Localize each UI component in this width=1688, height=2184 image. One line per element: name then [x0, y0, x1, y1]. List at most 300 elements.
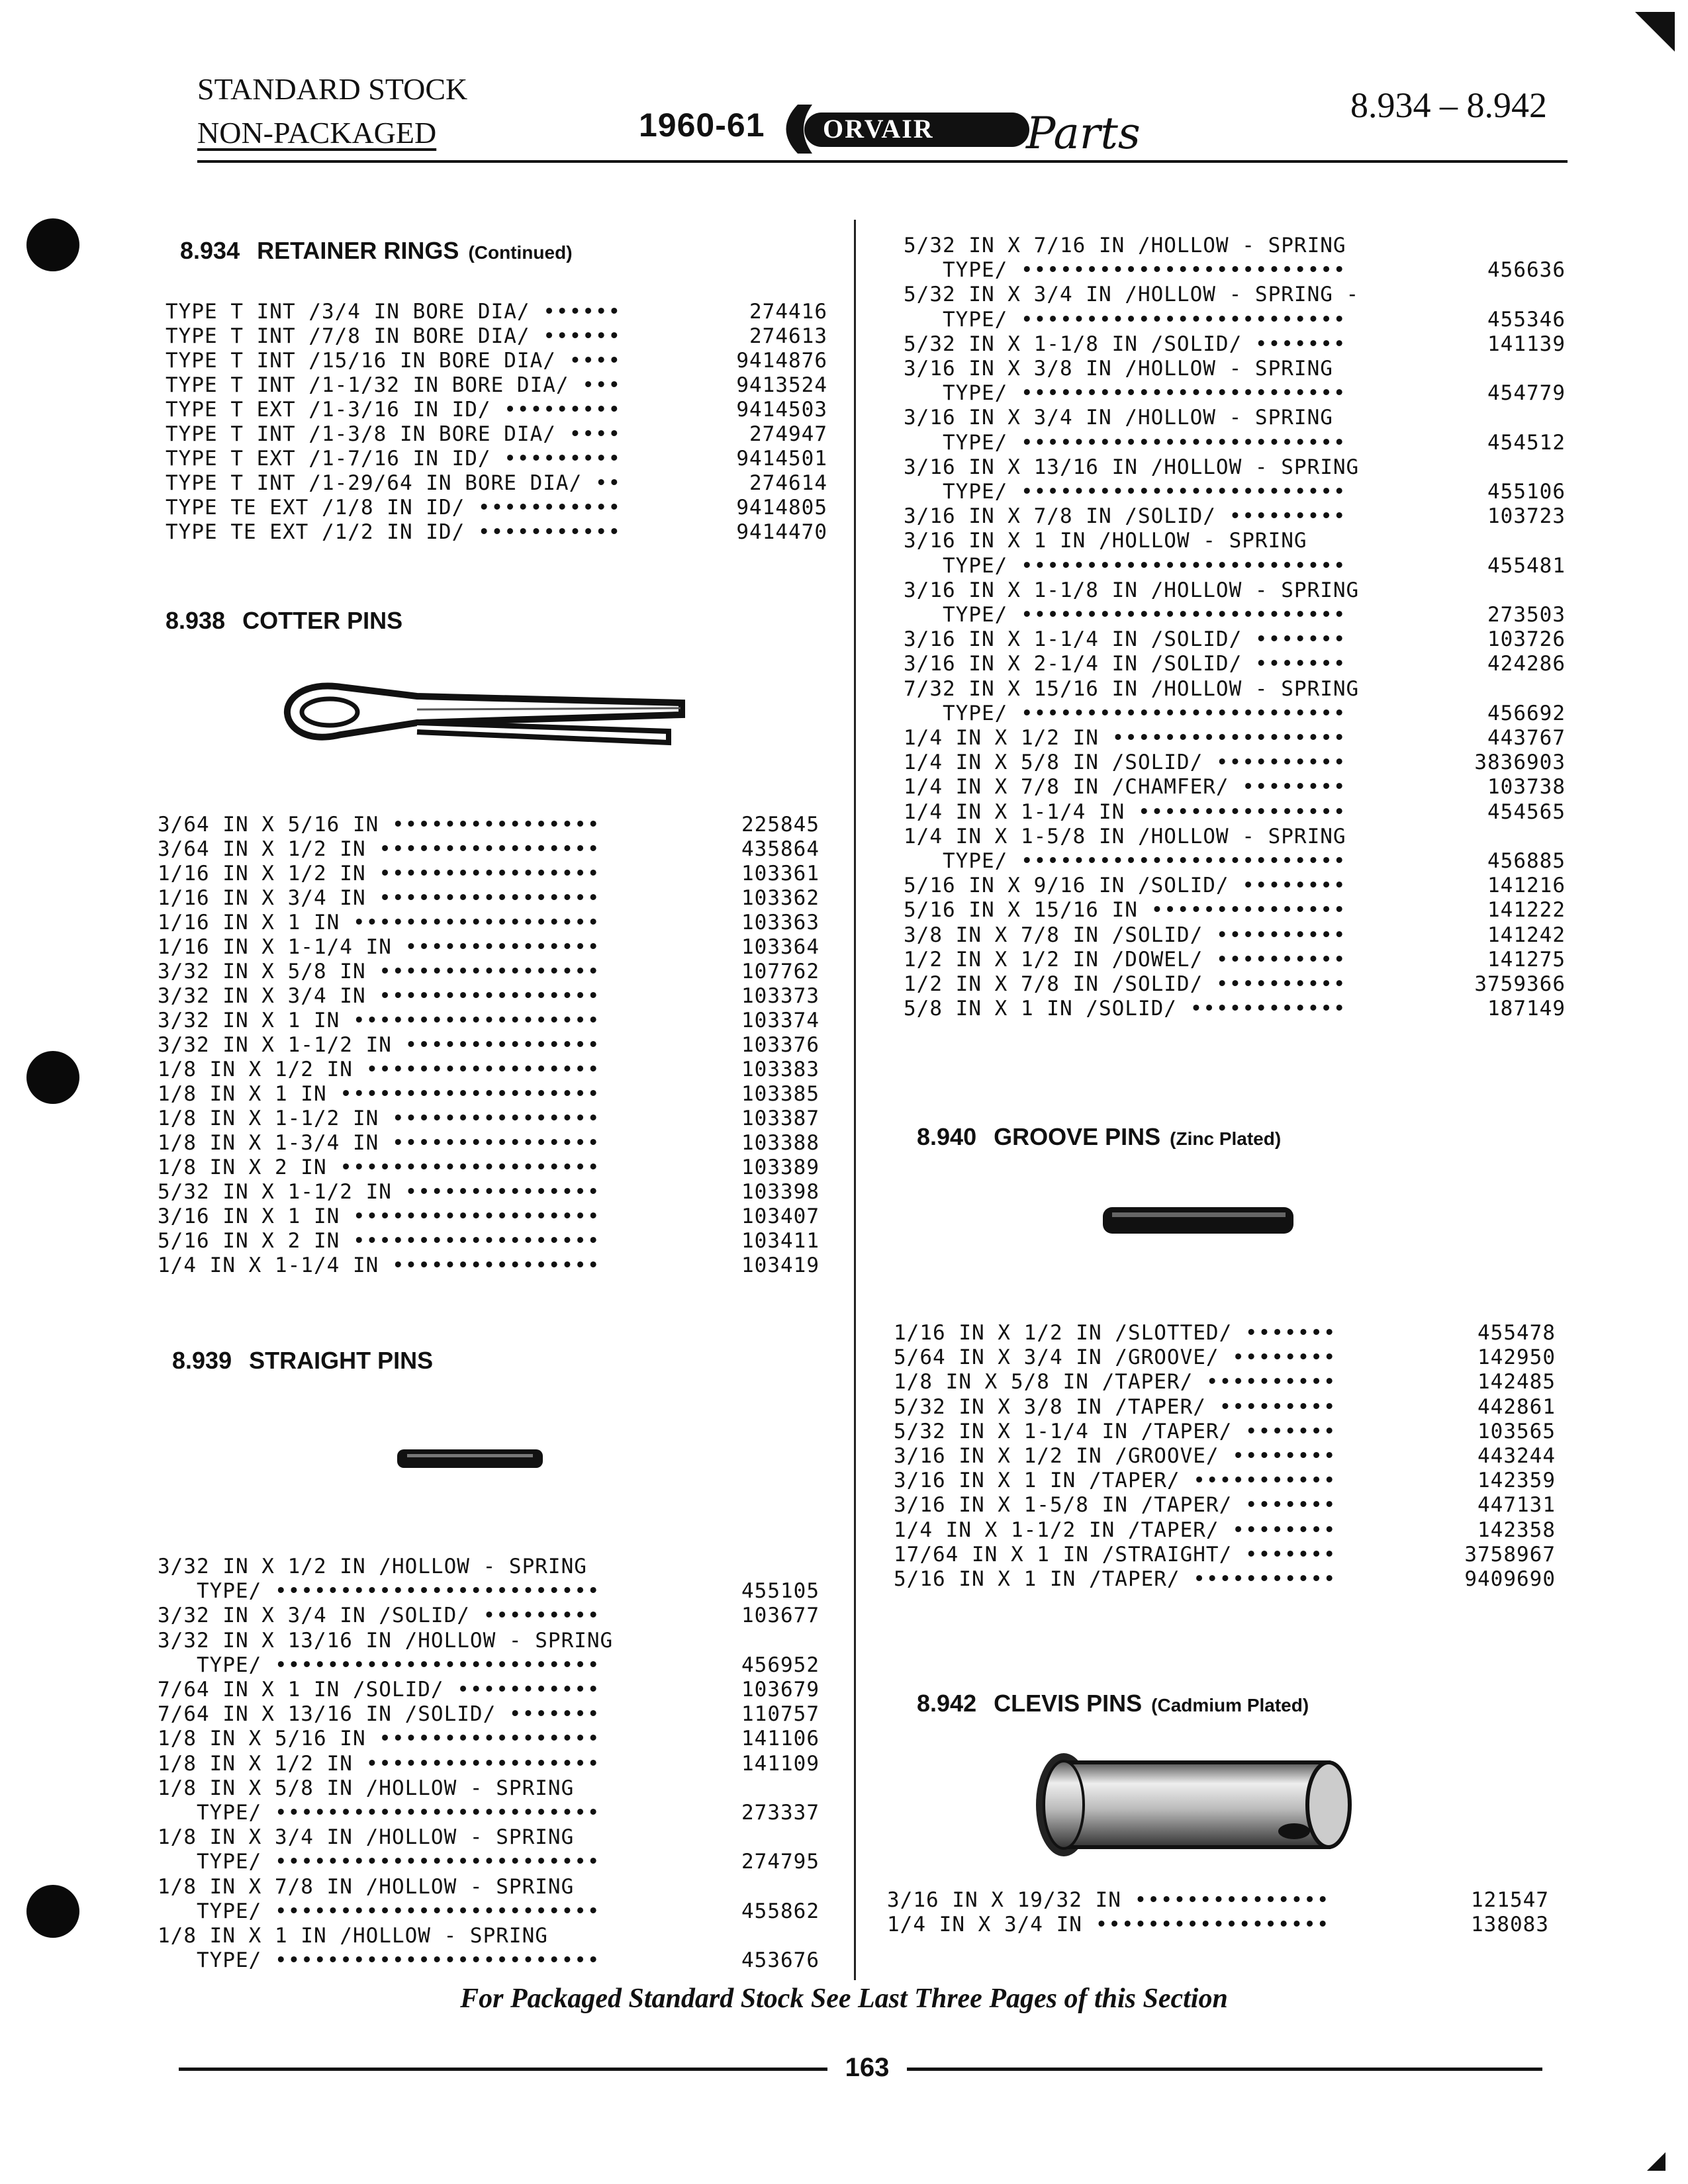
part-number: 142359 — [1477, 1469, 1556, 1493]
part-number: 9409690 — [1464, 1567, 1556, 1591]
list-item — [904, 602, 1566, 627]
part-number: 103388 — [741, 1131, 820, 1155]
item-description: TYPE/ ••••••••••••••••••••••••• — [904, 701, 1346, 725]
list-item — [158, 861, 820, 886]
list-item — [904, 307, 1566, 332]
part-number: 141106 — [741, 1727, 820, 1751]
list-item — [894, 1567, 1556, 1592]
item-description: 3/16 IN X 1 IN /HOLLOW - SPRING — [904, 529, 1307, 553]
part-number: 121547 — [1471, 1888, 1549, 1912]
header-rule — [197, 160, 1568, 163]
part-number: 435864 — [741, 837, 820, 861]
header-section-range: 8.934 – 8.942 — [1350, 85, 1547, 125]
item-description: 1/4 IN X 1/2 IN •••••••••••••••••• — [904, 726, 1346, 750]
part-number: 274947 — [749, 422, 827, 446]
list-item — [158, 1155, 820, 1180]
list-item — [158, 934, 820, 960]
part-number: 443244 — [1477, 1444, 1556, 1468]
list-item — [158, 1702, 820, 1727]
item-description: 5/32 IN X 1-1/2 IN ••••••••••••••• — [158, 1180, 600, 1204]
straight-pin-illustration — [394, 1443, 546, 1476]
item-description: 3/16 IN X 3/8 IN /HOLLOW - SPRING — [904, 357, 1333, 381]
straight-pins-list — [158, 1554, 820, 1972]
section-number: 8.938 — [165, 607, 226, 634]
list-item — [894, 1320, 1556, 1345]
item-description: 1/16 IN X 1/2 IN ••••••••••••••••• — [158, 862, 600, 886]
item-description: 1/8 IN X 1/2 IN •••••••••••••••••• — [158, 1751, 600, 1776]
list-item — [904, 750, 1566, 775]
item-description: 3/16 IN X 19/32 IN ••••••••••••••• — [887, 1888, 1330, 1912]
list-item — [158, 1899, 820, 1924]
item-description: TYPE/ ••••••••••••••••••••••••• — [904, 603, 1346, 627]
part-number: 274613 — [749, 324, 827, 348]
item-description: 3/32 IN X 1/2 IN /HOLLOW - SPRING — [158, 1555, 587, 1578]
part-number: 453676 — [741, 1948, 820, 1973]
part-number: 455105 — [741, 1579, 820, 1604]
list-item — [904, 799, 1566, 825]
item-description: TYPE/ ••••••••••••••••••••••••• — [158, 1579, 600, 1604]
part-number: 273503 — [1487, 603, 1566, 627]
item-description: TYPE T INT /1-3/8 IN BORE DIA/ •••• — [165, 422, 622, 446]
cotter-pins-list — [158, 812, 820, 1277]
item-description: TYPE/ ••••••••••••••••••••••••• — [904, 849, 1346, 873]
footer-rule-left — [179, 2068, 827, 2071]
part-number: 455106 — [1487, 480, 1566, 504]
part-number: 103385 — [741, 1082, 820, 1106]
item-description: TYPE T INT /15/16 IN BORE DIA/ •••• — [165, 349, 622, 373]
part-number: 456636 — [1487, 258, 1566, 283]
list-item — [904, 479, 1566, 504]
item-description: TYPE T INT /3/4 IN BORE DIA/ •••••• — [165, 300, 622, 324]
part-number: 442861 — [1477, 1394, 1556, 1419]
header-stock-label — [197, 68, 467, 155]
list-item — [904, 430, 1566, 455]
item-description: 3/16 IN X 13/16 IN /HOLLOW - SPRING — [904, 455, 1360, 479]
page-number: 163 — [845, 2053, 890, 2082]
section-title: STRAIGHT PINS — [249, 1347, 434, 1374]
list-item — [904, 405, 1566, 430]
item-description: TYPE T EXT /1-3/16 IN ID/ ••••••••• — [165, 398, 622, 422]
list-item — [894, 1542, 1556, 1567]
clevis-pin-illustration — [1029, 1744, 1360, 1866]
list-item — [904, 996, 1566, 1021]
list-item — [904, 651, 1566, 676]
list-item — [158, 983, 820, 1009]
list-item — [894, 1419, 1556, 1444]
header-line-non-packaged: NON-PACKAGED — [197, 116, 437, 150]
item-description: 1/2 IN X 1/2 IN /DOWEL/ •••••••••• — [904, 947, 1346, 972]
part-number: 454779 — [1487, 381, 1566, 406]
binder-hole-middle — [26, 1051, 79, 1104]
part-number: 274614 — [749, 471, 827, 495]
section-note: (Zinc Plated) — [1170, 1128, 1282, 1149]
list-item — [904, 504, 1566, 529]
list-item — [158, 1554, 820, 1579]
part-number: 225845 — [741, 813, 820, 837]
item-description: 3/16 IN X 1/2 IN /GROOVE/ •••••••• — [894, 1444, 1336, 1468]
part-number: 103387 — [741, 1107, 820, 1130]
list-item — [904, 356, 1566, 381]
item-description: 3/64 IN X 1/2 IN ••••••••••••••••• — [158, 837, 600, 861]
item-description: 1/8 IN X 1-3/4 IN •••••••••••••••• — [158, 1131, 600, 1155]
part-number: 103374 — [741, 1009, 820, 1032]
list-item — [158, 1726, 820, 1751]
list-item — [904, 923, 1566, 948]
item-description: 3/16 IN X 1-1/8 IN /HOLLOW - SPRING — [904, 578, 1360, 602]
item-description: TYPE/ ••••••••••••••••••••••••• — [904, 553, 1346, 578]
item-description: 1/2 IN X 7/8 IN /SOLID/ •••••••••• — [904, 972, 1346, 996]
part-number: 455346 — [1487, 307, 1566, 332]
item-description: 3/16 IN X 1 IN /TAPER/ ••••••••••• — [894, 1469, 1336, 1493]
list-item — [904, 578, 1566, 603]
item-description: 5/16 IN X 15/16 IN ••••••••••••••• — [904, 898, 1346, 923]
part-number: 274416 — [749, 300, 827, 324]
part-number: 9414470 — [736, 520, 827, 544]
list-item — [158, 1204, 820, 1229]
part-number: 142950 — [1477, 1345, 1556, 1370]
list-item — [158, 1057, 820, 1082]
item-description: 5/32 IN X 3/8 IN /TAPER/ ••••••••• — [894, 1394, 1336, 1419]
list-item — [904, 972, 1566, 997]
item-description: 1/4 IN X 1-1/4 IN •••••••••••••••• — [904, 799, 1346, 824]
item-description: 1/8 IN X 1 IN /HOLLOW - SPRING — [158, 1924, 548, 1948]
list-item — [904, 233, 1566, 258]
list-item — [158, 1825, 820, 1850]
item-description: TYPE/ ••••••••••••••••••••••••• — [904, 381, 1346, 406]
list-item — [165, 471, 827, 496]
list-item — [904, 627, 1566, 652]
item-description: 3/32 IN X 1 IN ••••••••••••••••••• — [158, 1009, 600, 1032]
item-description: 1/8 IN X 5/16 IN ••••••••••••••••• — [158, 1727, 600, 1751]
part-number: 141222 — [1487, 898, 1566, 923]
item-description: TYPE/ ••••••••••••••••••••••••• — [904, 307, 1346, 332]
part-number: 103383 — [741, 1058, 820, 1081]
item-description: 3/64 IN X 5/16 IN •••••••••••••••• — [158, 813, 600, 837]
part-number: 141275 — [1487, 947, 1566, 972]
part-number: 141216 — [1487, 874, 1566, 898]
list-item — [904, 774, 1566, 799]
list-item — [904, 725, 1566, 751]
part-number: 9413524 — [736, 373, 827, 397]
item-description: TYPE/ ••••••••••••••••••••••••• — [158, 1899, 600, 1923]
item-description: 1/8 IN X 1 IN •••••••••••••••••••• — [158, 1082, 600, 1106]
section-heading-straight-pins — [172, 1347, 433, 1375]
part-number: 110757 — [741, 1702, 820, 1727]
item-description: 1/16 IN X 1 IN ••••••••••••••••••• — [158, 911, 600, 934]
part-number: 455862 — [741, 1899, 820, 1923]
item-description: TYPE TE EXT /1/8 IN ID/ ••••••••••• — [165, 496, 622, 520]
item-description: 1/4 IN X 7/8 IN /CHAMFER/ •••••••• — [904, 775, 1346, 799]
item-description: 1/8 IN X 3/4 IN /HOLLOW - SPRING — [158, 1825, 575, 1850]
item-description: TYPE/ ••••••••••••••••••••••••• — [904, 480, 1346, 504]
item-description: 3/16 IN X 1-1/4 IN /SOLID/ ••••••• — [904, 627, 1346, 652]
item-description: 3/32 IN X 1-1/2 IN ••••••••••••••• — [158, 1033, 600, 1057]
item-description: 5/32 IN X 7/16 IN /HOLLOW - SPRING — [904, 234, 1346, 257]
item-description: 5/16 IN X 2 IN ••••••••••••••••••• — [158, 1229, 600, 1253]
list-item — [904, 897, 1566, 923]
list-item — [894, 1468, 1556, 1493]
list-item — [894, 1492, 1556, 1518]
item-description: 1/4 IN X 1-5/8 IN /HOLLOW - SPRING — [904, 824, 1346, 848]
item-description: 7/64 IN X 1 IN /SOLID/ ••••••••••• — [158, 1678, 600, 1702]
list-item — [904, 381, 1566, 406]
list-item — [165, 520, 827, 545]
list-item — [158, 1603, 820, 1628]
part-number: 9414503 — [736, 398, 827, 422]
retainer-rings-list — [165, 299, 827, 544]
list-item — [158, 1578, 820, 1604]
list-item — [887, 1888, 1549, 1913]
corner-mark-top-right — [1635, 12, 1675, 52]
item-description: 1/16 IN X 3/4 IN ••••••••••••••••• — [158, 886, 600, 910]
list-item — [887, 1912, 1549, 1937]
item-description: 7/64 IN X 13/16 IN /SOLID/ ••••••• — [158, 1702, 600, 1727]
list-item — [904, 282, 1566, 307]
list-item — [904, 332, 1566, 357]
part-number: 103679 — [741, 1678, 820, 1702]
binder-hole-bottom — [26, 1885, 79, 1938]
list-item — [158, 1106, 820, 1131]
part-number: 103738 — [1487, 775, 1566, 799]
list-item — [165, 324, 827, 349]
part-number: 141242 — [1487, 923, 1566, 947]
section-number: 8.940 — [917, 1123, 977, 1150]
part-number: 103361 — [741, 862, 820, 886]
section-number: 8.942 — [917, 1690, 977, 1717]
list-item — [165, 446, 827, 471]
part-number: 103373 — [741, 984, 820, 1008]
clevis-pins-list — [887, 1888, 1549, 1936]
item-description: TYPE T EXT /1-7/16 IN ID/ ••••••••• — [165, 447, 622, 471]
list-item — [904, 528, 1566, 553]
section-title: RETAINER RINGS — [257, 237, 459, 264]
list-item — [158, 812, 820, 837]
part-number: 142485 — [1477, 1370, 1556, 1394]
item-description: 3/32 IN X 3/4 IN ••••••••••••••••• — [158, 984, 600, 1008]
header-line-standard-stock: STANDARD STOCK — [197, 72, 468, 106]
part-number: 138083 — [1471, 1913, 1549, 1937]
list-item — [158, 1776, 820, 1801]
part-number: 274795 — [741, 1850, 820, 1874]
part-number: 9414805 — [736, 496, 827, 520]
part-number: 103363 — [741, 911, 820, 934]
part-number: 9414876 — [736, 349, 827, 373]
part-number: 273337 — [741, 1801, 820, 1825]
item-description: 1/4 IN X 1-1/2 IN /TAPER/ •••••••• — [894, 1518, 1336, 1542]
item-description: 5/16 IN X 1 IN /TAPER/ ••••••••••• — [894, 1567, 1336, 1591]
list-item — [158, 1948, 820, 1973]
item-description: 1/16 IN X 1-1/4 IN ••••••••••••••• — [158, 935, 600, 959]
straight-pins-list-continued — [904, 233, 1566, 1021]
item-description: TYPE T INT /1-29/64 IN BORE DIA/ •• — [165, 471, 622, 495]
item-description: 3/16 IN X 1-5/8 IN /TAPER/ ••••••• — [894, 1493, 1336, 1518]
part-number: 456692 — [1487, 701, 1566, 725]
list-item — [904, 553, 1566, 578]
list-item — [158, 1751, 820, 1776]
item-description: 3/32 IN X 5/8 IN ••••••••••••••••• — [158, 960, 600, 983]
list-item — [158, 1677, 820, 1702]
column-divider — [854, 220, 856, 1980]
header-year: 1960-61 — [639, 107, 765, 144]
part-number: 3836903 — [1474, 751, 1566, 775]
item-description: 5/32 IN X 3/4 IN /HOLLOW - SPRING - — [904, 283, 1360, 307]
item-description: 1/8 IN X 1/2 IN •••••••••••••••••• — [158, 1058, 600, 1081]
list-item — [158, 837, 820, 862]
item-description: TYPE/ ••••••••••••••••••••••••• — [158, 1850, 600, 1874]
part-number: 187149 — [1487, 997, 1566, 1021]
item-description: TYPE/ ••••••••••••••••••••••••• — [904, 258, 1346, 283]
list-item — [894, 1443, 1556, 1469]
part-number: 103419 — [741, 1253, 820, 1277]
item-description: 1/8 IN X 2 IN •••••••••••••••••••• — [158, 1156, 600, 1179]
section-title: COTTER PINS — [242, 607, 403, 634]
item-description: 3/8 IN X 7/8 IN /SOLID/ •••••••••• — [904, 923, 1346, 947]
corner-mark-bottom-right — [1647, 2152, 1665, 2171]
part-number: 456952 — [741, 1653, 820, 1677]
logo-orvair-text: ORVAIR — [823, 114, 934, 144]
part-number: 443767 — [1487, 726, 1566, 750]
list-item — [158, 886, 820, 911]
part-number: 455481 — [1487, 553, 1566, 578]
groove-pin-illustration — [1099, 1198, 1297, 1244]
list-item — [904, 455, 1566, 480]
item-description: 3/32 IN X 13/16 IN /HOLLOW - SPRING — [158, 1628, 614, 1653]
item-description: 5/32 IN X 1-1/4 IN /TAPER/ ••••••• — [894, 1419, 1336, 1443]
section-note: (Continued) — [468, 242, 573, 263]
list-item — [158, 1130, 820, 1156]
part-number: 103362 — [741, 886, 820, 910]
list-item — [158, 1849, 820, 1874]
part-number: 3759366 — [1474, 972, 1566, 996]
item-description: TYPE/ ••••••••••••••••••••••••• — [158, 1948, 600, 1973]
item-description: 5/8 IN X 1 IN /SOLID/ •••••••••••• — [904, 997, 1346, 1021]
item-description: TYPE/ ••••••••••••••••••••••••• — [904, 430, 1346, 455]
item-description: 5/64 IN X 3/4 IN /GROOVE/ •••••••• — [894, 1345, 1336, 1370]
list-item — [904, 873, 1566, 898]
part-number: 103407 — [741, 1205, 820, 1228]
section-title: GROOVE PINS — [994, 1123, 1161, 1150]
list-item — [894, 1345, 1556, 1370]
part-number: 103389 — [741, 1156, 820, 1179]
section-number: 8.934 — [180, 237, 240, 264]
section-number: 8.939 — [172, 1347, 232, 1374]
part-number: 454512 — [1487, 430, 1566, 455]
list-item — [165, 373, 827, 398]
footer-packaged-stock-note: For Packaged Standard Stock See Last Three Pages of this Section — [460, 1983, 1228, 2014]
list-item — [158, 959, 820, 984]
item-description: TYPE/ ••••••••••••••••••••••••• — [158, 1653, 600, 1677]
part-number: 103723 — [1487, 504, 1566, 529]
part-number: 141139 — [1487, 332, 1566, 356]
list-item — [158, 1081, 820, 1107]
cotter-pin-illustration — [278, 668, 688, 761]
item-description: 1/4 IN X 1-1/4 IN •••••••••••••••• — [158, 1253, 600, 1277]
item-description: 3/16 IN X 3/4 IN /HOLLOW - SPRING — [904, 406, 1333, 430]
list-item — [158, 1653, 820, 1678]
part-number: 103398 — [741, 1180, 820, 1204]
list-item — [904, 848, 1566, 874]
part-number: 103376 — [741, 1033, 820, 1057]
list-item — [904, 676, 1566, 702]
item-description: 17/64 IN X 1 IN /STRAIGHT/ ••••••• — [894, 1542, 1336, 1567]
list-item — [165, 422, 827, 447]
list-item — [158, 1179, 820, 1205]
section-heading-clevis-pins — [917, 1690, 1309, 1717]
section-heading-groove-pins — [917, 1123, 1281, 1151]
footer-rule-right — [907, 2068, 1542, 2071]
list-item — [158, 1800, 820, 1825]
part-number: 103726 — [1487, 627, 1566, 652]
item-description: TYPE T INT /7/8 IN BORE DIA/ •••••• — [165, 324, 622, 348]
part-number: 142358 — [1477, 1518, 1556, 1542]
list-item — [158, 1253, 820, 1278]
section-title: CLEVIS PINS — [994, 1690, 1143, 1717]
list-item — [158, 1923, 820, 1948]
list-item — [158, 910, 820, 935]
list-item — [904, 257, 1566, 283]
groove-pins-list — [894, 1320, 1556, 1591]
part-number: 9414501 — [736, 447, 827, 471]
part-number: 107762 — [741, 960, 820, 983]
item-description: 1/4 IN X 5/8 IN /SOLID/ •••••••••• — [904, 751, 1346, 775]
corvair-parts-logo — [771, 93, 1142, 165]
list-item — [894, 1518, 1556, 1543]
list-item — [158, 1628, 820, 1653]
item-description: 1/8 IN X 5/8 IN /HOLLOW - SPRING — [158, 1776, 575, 1800]
list-item — [894, 1394, 1556, 1420]
item-description: 7/32 IN X 15/16 IN /HOLLOW - SPRING — [904, 676, 1360, 701]
part-number: 103411 — [741, 1229, 820, 1253]
item-description: 5/16 IN X 9/16 IN /SOLID/ •••••••• — [904, 874, 1346, 898]
part-number: 455478 — [1477, 1321, 1556, 1345]
section-heading-cotter-pins — [165, 607, 402, 635]
part-number: 456885 — [1487, 849, 1566, 873]
section-heading-retainer-rings — [180, 237, 573, 265]
item-description: 1/16 IN X 1/2 IN /SLOTTED/ ••••••• — [894, 1321, 1336, 1345]
list-item — [158, 1032, 820, 1058]
item-description: 1/8 IN X 5/8 IN /TAPER/ •••••••••• — [894, 1370, 1336, 1394]
list-item — [158, 1874, 820, 1899]
list-item — [904, 947, 1566, 972]
item-description: TYPE TE EXT /1/2 IN ID/ ••••••••••• — [165, 520, 622, 544]
part-number: 103364 — [741, 935, 820, 959]
list-item — [165, 397, 827, 422]
item-description: 5/32 IN X 1-1/8 IN /SOLID/ ••••••• — [904, 332, 1346, 356]
part-number: 103677 — [741, 1604, 820, 1628]
list-item — [904, 824, 1566, 849]
item-description: 1/8 IN X 1-1/2 IN •••••••••••••••• — [158, 1107, 600, 1130]
list-item — [894, 1369, 1556, 1394]
item-description: 3/16 IN X 7/8 IN /SOLID/ ••••••••• — [904, 504, 1346, 529]
part-number: 424286 — [1487, 652, 1566, 676]
item-description: 1/4 IN X 3/4 IN •••••••••••••••••• — [887, 1913, 1330, 1937]
item-description: 3/16 IN X 2-1/4 IN /SOLID/ ••••••• — [904, 652, 1346, 676]
part-number: 447131 — [1477, 1493, 1556, 1518]
item-description: TYPE/ ••••••••••••••••••••••••• — [158, 1801, 600, 1825]
binder-hole-top — [26, 218, 79, 271]
list-item — [165, 348, 827, 373]
section-note: (Cadmium Plated) — [1151, 1695, 1309, 1715]
part-number: 141109 — [741, 1751, 820, 1776]
part-number: 454565 — [1487, 799, 1566, 824]
part-number: 103565 — [1477, 1419, 1556, 1443]
list-item — [904, 701, 1566, 726]
part-number: 3758967 — [1464, 1542, 1556, 1567]
list-item — [158, 1008, 820, 1033]
list-item — [158, 1228, 820, 1253]
list-item — [165, 495, 827, 520]
item-description: 3/32 IN X 3/4 IN /SOLID/ ••••••••• — [158, 1604, 600, 1628]
